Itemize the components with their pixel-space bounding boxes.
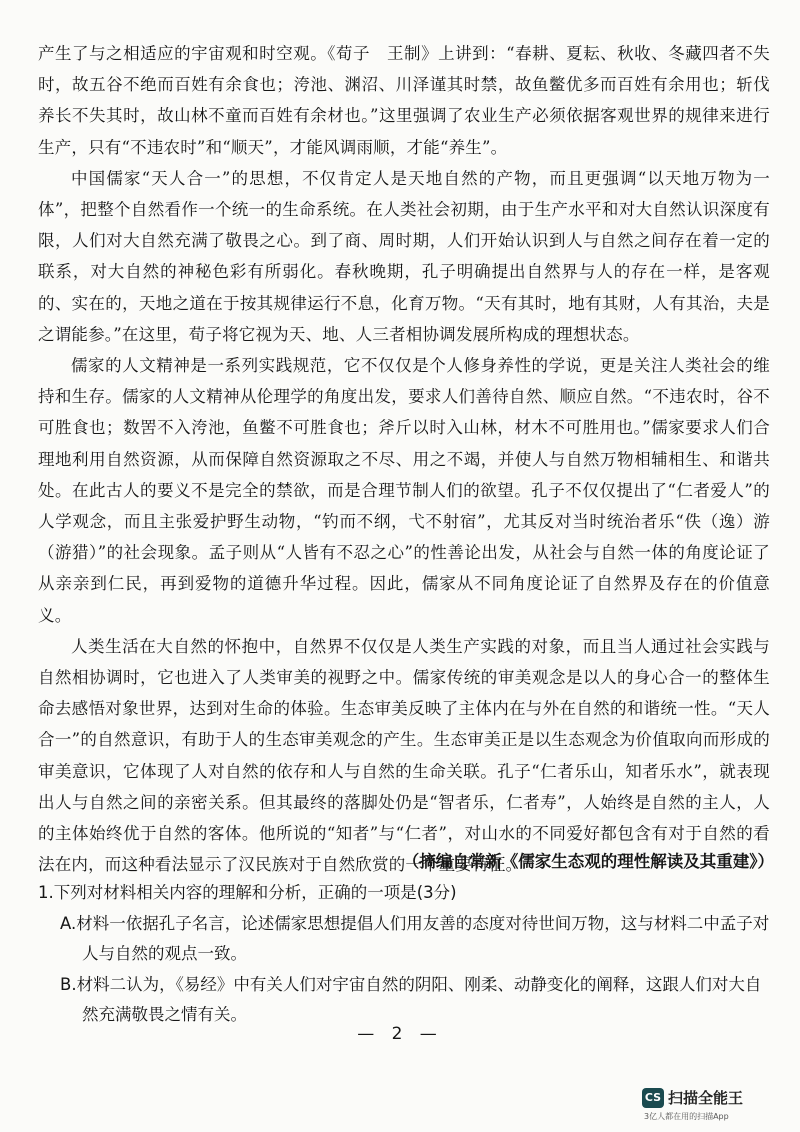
question-1 [38, 878, 774, 1031]
source-citation: （摘编自常新《儒家生态观的理性解读及其重建》） [402, 852, 774, 871]
camscanner-logo-icon: CS [642, 1088, 664, 1108]
paragraph-3: 儒家的人文精神是一系列实践规范，它不仅仅是个人修身养性的学说，更是关注人类社会的维持和生存。儒家的人文精神从伦理学的角度出发，要求人们善待自然、顺应自然。“不违农时，谷不可胜食也；数罟不入洿池，鱼鳖不可胜食也；斧斤以时入山林，材木不可胜用也。”儒家要求人们合理地利用自然资源，从而保障自然资源取之不尽、用之不竭，并使人与自然万物相辅相生、和谐共处。在此古人的要义不是完全的禁欲，而是合理节制人们的欲望。孔子不仅仅提出了“仁者爱人”的人学观念，而且主张爱护野生动物，“钓而不纲，弋不射宿”，尤其反对当时统治者乐“佚（逸）游（游猎）”的社会现象。孟子则从“人皆有不忍之心”的性善论出发，从社会与自然一体的角度论证了从亲亲到仁民，再到爱物的道德升华过程。因此，儒家从不同角度论证了自然界及存在的价值意义。 [38, 356, 770, 625]
watermark-app-name: 扫描全能王 [668, 1089, 744, 1107]
watermark-tagline: 3亿人都在用的扫描App [644, 1112, 729, 1121]
article-body [38, 38, 770, 880]
question-title: 1.下列对材料相关内容的理解和分析，正确的一项是(3分) [38, 883, 457, 902]
option-b: B.材料二认为，《易经》中有关人们对宇宙自然的阴阳、刚柔、动静变化的阐释，这跟人们对大自然充满敬畏之情有关。 [60, 974, 762, 1024]
option-a: A.材料一依据孔子名言，论述儒家思想提倡人们用友善的态度对待世间万物，这与材料二中孟子对人与自然的观点一致。 [60, 913, 770, 963]
scanner-watermark [642, 1086, 792, 1126]
page-number: — 2 — [357, 1024, 443, 1044]
paragraph-2: 中国儒家“天人合一”的思想，不仅肯定人是天地自然的产物，而且更强调“以天地万物为一体”，把整个自然看作一个统一的生命系统。在人类社会初期，由于生产水平和对大自然认识深度有限，人们对大自然充满了敬畏之心。到了商、周时期，人们开始认识到人与自然之间存在着一定的联系，对大自然的神秘色彩有所弱化。春秋晚期，孔子明确提出自然界与人的存在一样，是客观的、实在的，天地之道在于按其规律运行不息，化育万物。“天有其时，地有其财，人有其治，夫是之谓能参。”在这里，荀子将它视为天、地、人三者相协调发展所构成的理想状态。 [38, 168, 770, 344]
paragraph-4: 人类生活在大自然的怀抱中，自然界不仅仅是人类生产实践的对象，而且当人通过社会实践与自然相协调时，它也进入了人类审美的视野之中。儒家传统的审美观念是以人的身心合一的整体生命去感悟对象世界，达到对生命的体验。生态审美反映了主体内在与外在自然的和谐统一性。“天人合一”的自然意识，有助于人的生态审美观念的产生。生态审美正是以生态观念为价值取向而形成的审美意识，它体现了人对自然的依存和人与自然的生命关联。孔子“仁者乐山，知者乐水”，就表现出人与自然之间的亲密关系。但其最终的落脚处仍是“智者乐，仁者寿”，人始终是自然的主人，人的主体始终优于自然的客体。他所说的“知者”与“仁者”，对山水的不同爱好都包含有对于自然的看法在内，而这种看法显示了汉民族对于自然欣赏的一个重要特征。 [38, 636, 770, 875]
paragraph-1: 产生了与之相适应的宇宙观和时空观。《荀子 王制》上讲到：“春耕、夏耘、秋收、冬藏四者不失时，故五谷不绝而百姓有余食也；洿池、渊沼、川泽谨其时禁，故鱼鳖优多而百姓有余用也；斩伐养长不失其时，故山林不童而百姓有余材也。”这里强调了农业生产必须依据客观世界的规律来进行生产，只有“不违农时”和“顺天”，才能风调雨顺，才能“养生”。 [38, 44, 770, 157]
